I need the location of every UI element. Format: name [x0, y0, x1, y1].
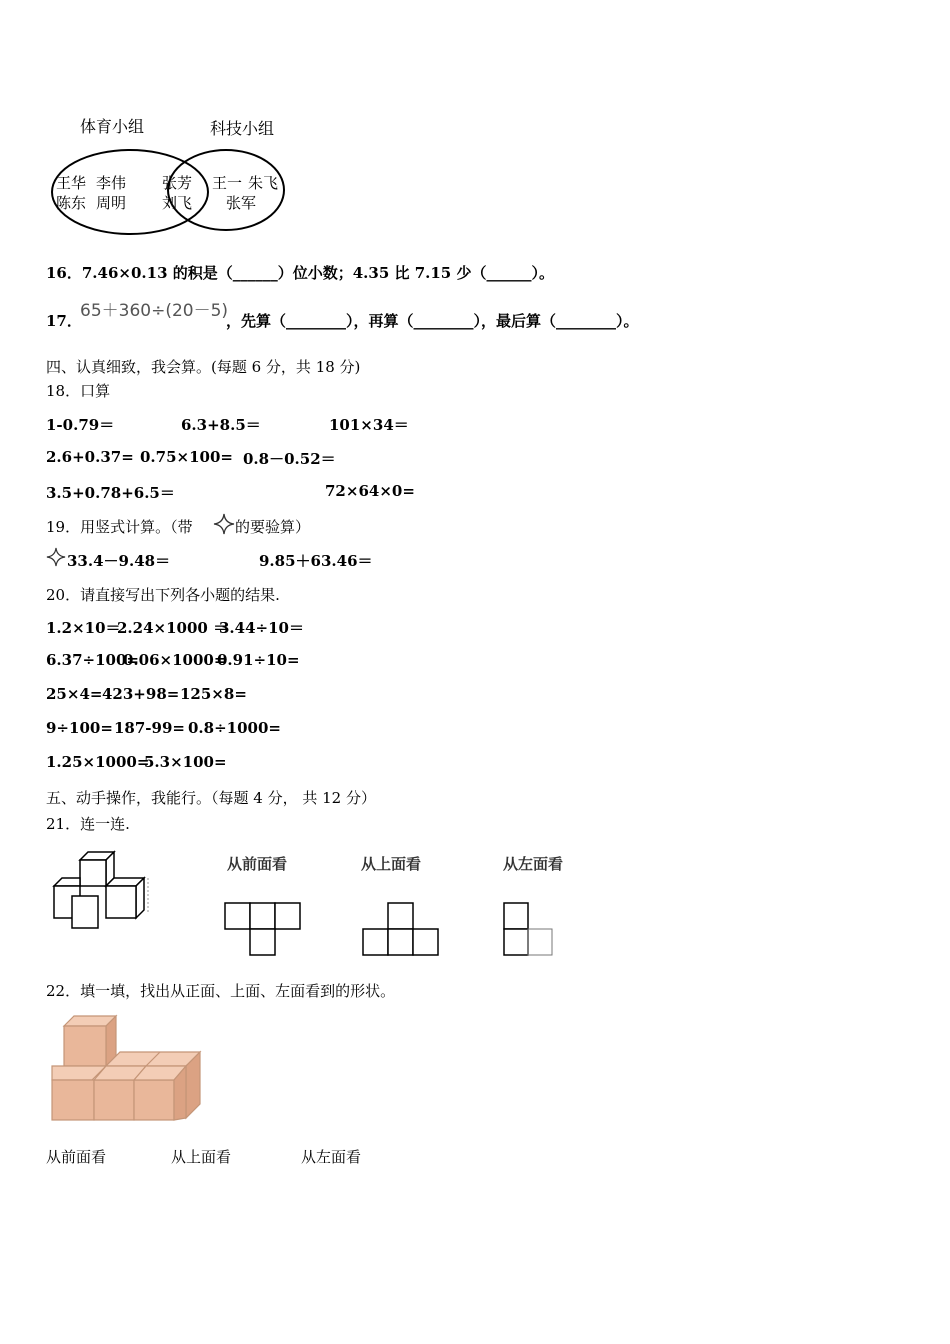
- calc-item: 0.8÷1000=: [188, 719, 281, 737]
- question-20-title: 20．请直接写出下列各小题的结果.: [46, 586, 280, 604]
- calc-item: 0.75×100=: [140, 448, 233, 466]
- calc-item: 3.44÷10＝: [219, 619, 304, 637]
- q22-view-label-left: 从左面看: [301, 1148, 362, 1166]
- question-21-title: 21．连一连.: [46, 815, 130, 833]
- calc-item: 101×34＝: [329, 416, 409, 434]
- section-4-heading: 四、认真细致，我会算。(每题 6 分，共 18 分): [46, 358, 361, 376]
- question-18-title: 18．口算: [46, 382, 111, 400]
- question-17-number: 17．: [46, 312, 82, 330]
- q22-view-label-front: 从前面看: [46, 1148, 107, 1166]
- venn-name: 张军: [226, 194, 257, 212]
- calc-item: 2.24×1000 ＝: [117, 619, 229, 637]
- calc-item: 25×4=: [46, 685, 103, 703]
- venn-label-right: 科技小组: [210, 119, 275, 138]
- calc-item: 0.8－0.52＝: [243, 450, 336, 468]
- calc-item: 0.91÷10=: [217, 651, 300, 669]
- calc-item: 6.37÷100=: [46, 651, 139, 669]
- calc-item: 423+98=: [102, 685, 180, 703]
- venn-name: 朱飞: [248, 174, 279, 192]
- calc-item: 125×8=: [180, 685, 247, 703]
- calc-item: 6.3+8.5＝: [181, 416, 261, 434]
- venn-name: 张芳: [162, 174, 193, 192]
- question-19-title-a: 19．用竖式计算。（带: [46, 518, 193, 536]
- calc-item: 0.06×1000=: [123, 651, 227, 669]
- calc-item: 33.4－9.48＝: [67, 552, 171, 570]
- calc-item: 2.6+0.37=: [46, 448, 134, 466]
- calc-item: 5.3×100=: [144, 753, 227, 771]
- question-22-title: 22．填一填，找出从正面、上面、左面看到的形状。: [46, 982, 396, 1000]
- calc-item: 1.2×10＝: [46, 619, 121, 637]
- calc-item: 1-0.79＝: [46, 416, 115, 434]
- venn-name: 周明: [96, 194, 127, 212]
- question-16: 16．7.46×0.13 的积是（______）位小数；4.35 比 7.15 少（______）。: [46, 264, 554, 282]
- venn-name: 李伟: [96, 174, 127, 192]
- question-17-expression: 65＋360÷(20－5): [80, 301, 229, 321]
- section-5-heading: 五、动手操作，我能行。（每题 4 分， 共 12 分）: [46, 789, 376, 807]
- block-stack-figure: [50, 1012, 206, 1124]
- star-icon: [46, 547, 66, 567]
- left-view-shape: [502, 902, 556, 956]
- venn-name: 王一: [212, 174, 243, 192]
- venn-diagram: [48, 110, 298, 244]
- question-19-title-b: 的要验算）: [235, 518, 311, 536]
- q22-view-label-top: 从上面看: [171, 1148, 232, 1166]
- view-label-top: 从上面看: [361, 855, 422, 873]
- calc-item: 9.85＋63.46＝: [259, 552, 373, 570]
- venn-name: 陈东: [56, 194, 87, 212]
- front-view-shape: [224, 902, 302, 956]
- calc-item: 187-99=: [114, 719, 185, 737]
- star-icon: [213, 513, 235, 535]
- view-label-left: 从左面看: [503, 855, 564, 873]
- question-17-text: ，先算（________），再算（________），最后算（________）。: [226, 312, 639, 330]
- view-label-front: 从前面看: [227, 855, 288, 873]
- cube-stack-figure: [48, 848, 160, 934]
- calc-item: 1.25×1000=: [46, 753, 150, 771]
- calc-item: 9÷100=: [46, 719, 113, 737]
- top-view-shape: [362, 902, 440, 956]
- venn-name: 王华: [56, 174, 87, 192]
- venn-label-left: 体育小组: [80, 117, 145, 136]
- calc-item: 72×64×0=: [325, 482, 415, 500]
- calc-item: 3.5+0.78+6.5＝: [46, 484, 175, 502]
- venn-name: 刘飞: [162, 194, 193, 212]
